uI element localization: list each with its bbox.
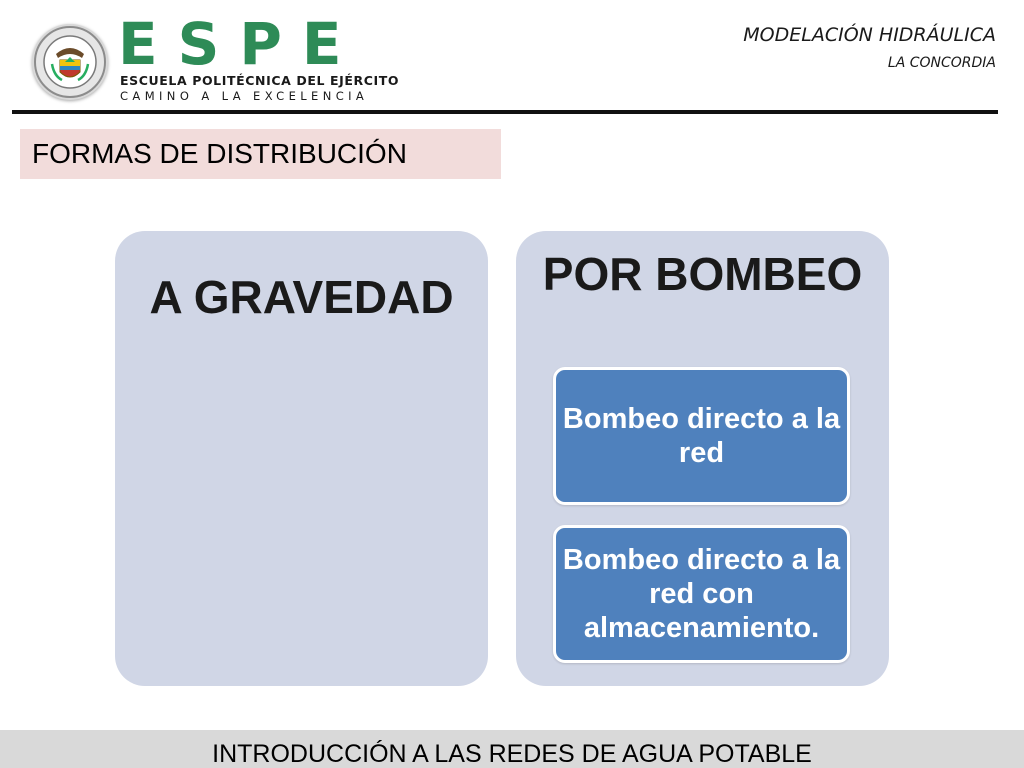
section-title: FORMAS DE DISTRIBUCIÓN [20,129,501,179]
header [0,0,1024,120]
pumping-option-storage-label: Bombeo directo a la red con almacenamiento. [562,544,841,644]
course-location: LA CONCORDIA [887,55,996,71]
brand-name: ESCUELA POLITÉCNICA DEL EJÉRCITO [120,73,400,88]
seal-emblem-icon [32,24,108,100]
panel-gravity-heading: A GRAVEDAD [149,271,454,323]
header-divider [12,110,998,114]
espe-seal-logo [32,24,108,100]
course-title: MODELACIÓN HIDRÁULICA [743,24,996,46]
footer [0,730,1024,768]
pumping-option-storage [553,525,850,663]
panel-pumping-heading: POR BOMBEO [542,248,863,300]
panel-pumping [516,231,889,686]
brand-motto: CAMINO A LA EXCELENCIA [120,89,369,103]
panel-gravity [115,231,488,686]
brand-letters: ESPE [118,10,362,78]
pumping-option-direct [553,367,850,505]
pumping-option-direct-label: Bombeo directo a la red [562,403,841,469]
footer-text: INTRODUCCIÓN A LAS REDES DE AGUA POTABLE [212,740,812,768]
